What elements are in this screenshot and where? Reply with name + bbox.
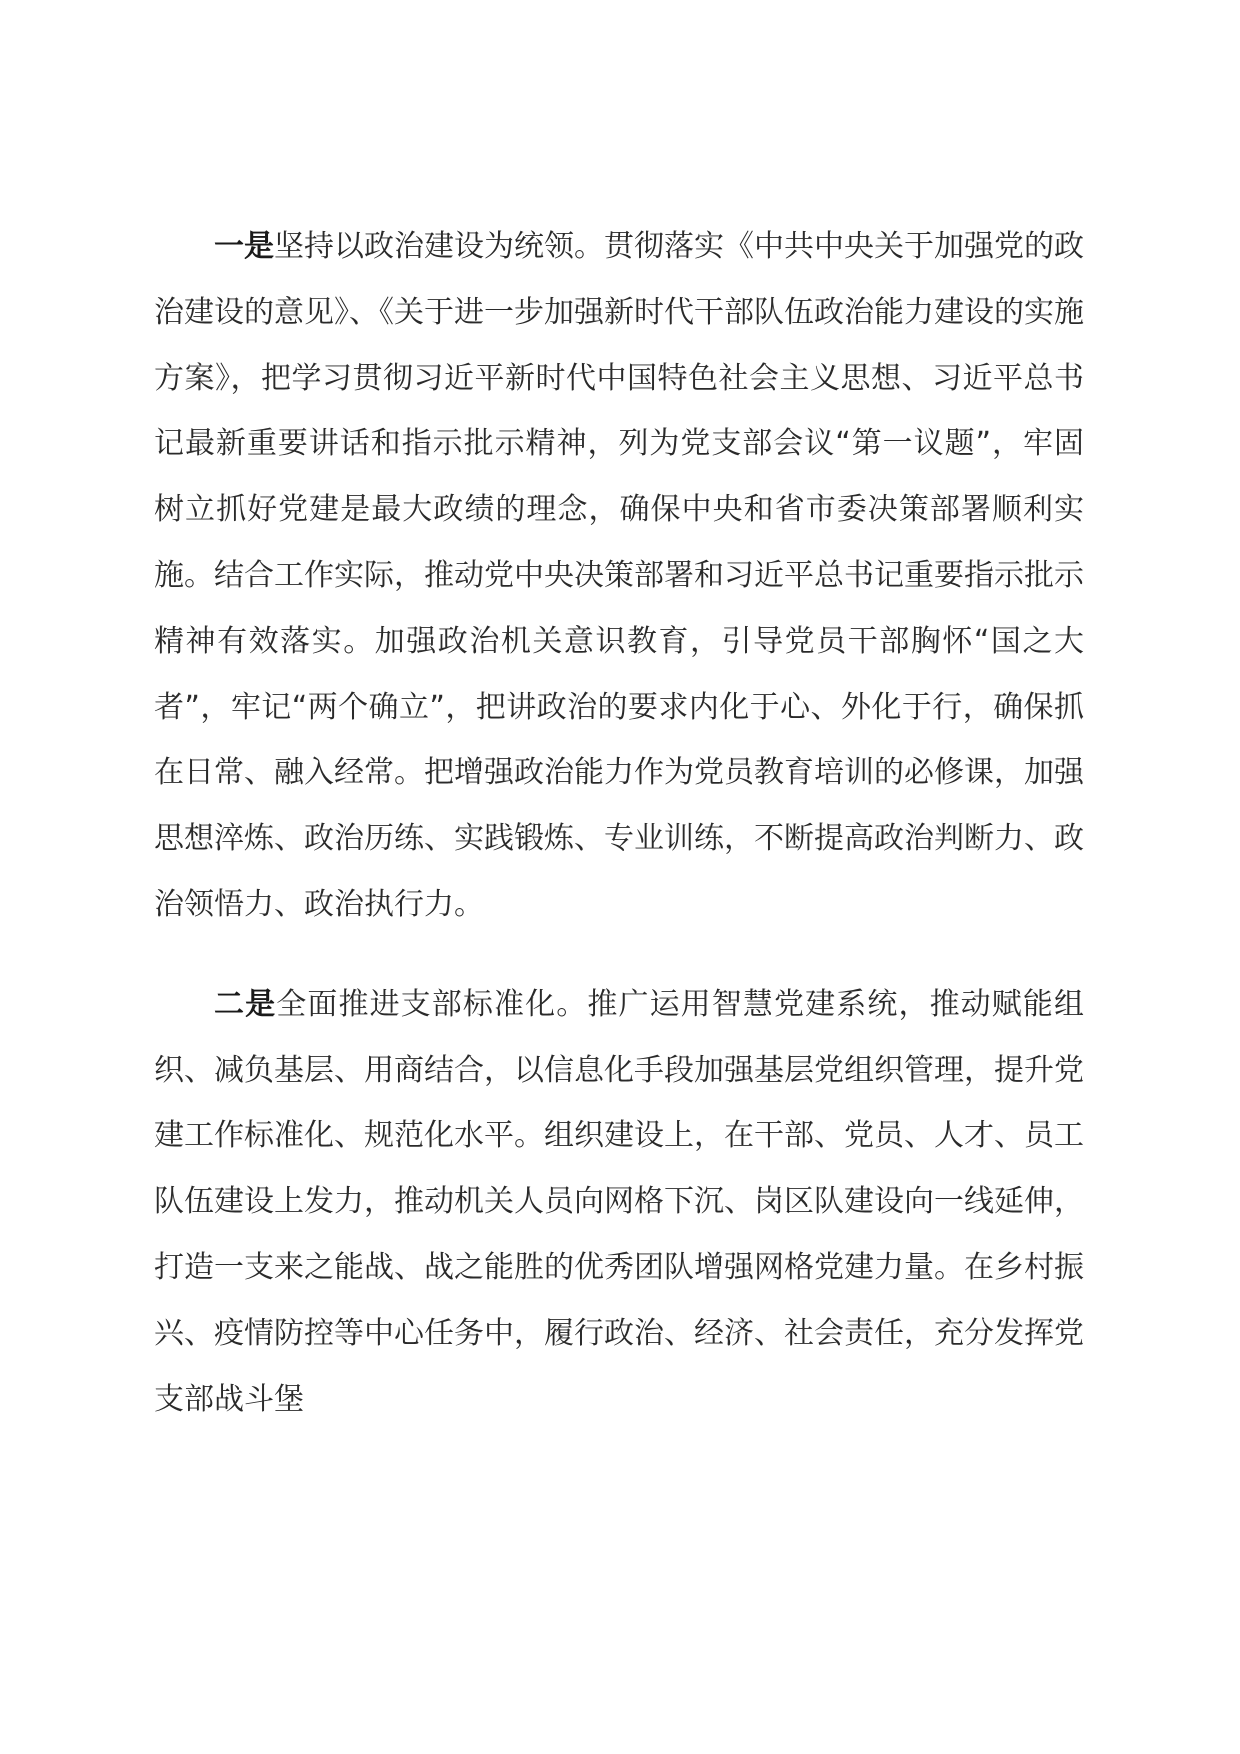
paragraph-lead: 二是 xyxy=(214,986,277,1022)
paragraph-text: 坚持以政治建设为统领。贯彻落实《中共中央关于加强党的政治建设的意见》、《关于进一步加强新时代干部队伍政治能力建设的实施方案》，把学习贯彻习近平新时代中国特色社会主义思想、习近平总书记最新重要讲话和指示批示精神，列为党支部会议“第一议题”，牢固树立抓好党建是最大政绩的理念，确保中央和省市委决策部署顺利实施。结合工作实际，推动党中央决策部署和习近平总书记重要指示批示精神有效落实。加强政治机关意识教育，引导党员干部胸怀“国之大者”，牢记“两个确立”，把讲政治的要求内化于心、外化于行，确保抓在日常、融入经常。把增强政治能力作为党员教育培训的必修课，加强思想淬炼、政治历练、实践锻炼、专业训练，不断提高政治判断力、政治领悟力、政治执行力。 xyxy=(154,229,1084,922)
document-body xyxy=(154,214,1084,1466)
paragraph-political-construction xyxy=(154,214,1084,938)
paragraph-text: 全面推进支部标准化。推广运用智慧党建系统，推动赋能组织、减负基层、用商结合，以信息化手段加强基层党组织管理，提升党建工作标准化、规范化水平。组织建设上，在干部、党员、人才、员工队伍建设上发力，推动机关人员向网格下沉、岗区队建设向一线延伸，打造一支来之能战、战之能胜的优秀团队增强网格党建力量。在乡村振兴、疫情防控等中心任务中，履行政治、经济、社会责任，充分发挥党支部战斗堡 xyxy=(154,986,1085,1417)
paragraph-lead: 一是 xyxy=(214,229,274,264)
paragraph-branch-standardization xyxy=(154,972,1084,1433)
